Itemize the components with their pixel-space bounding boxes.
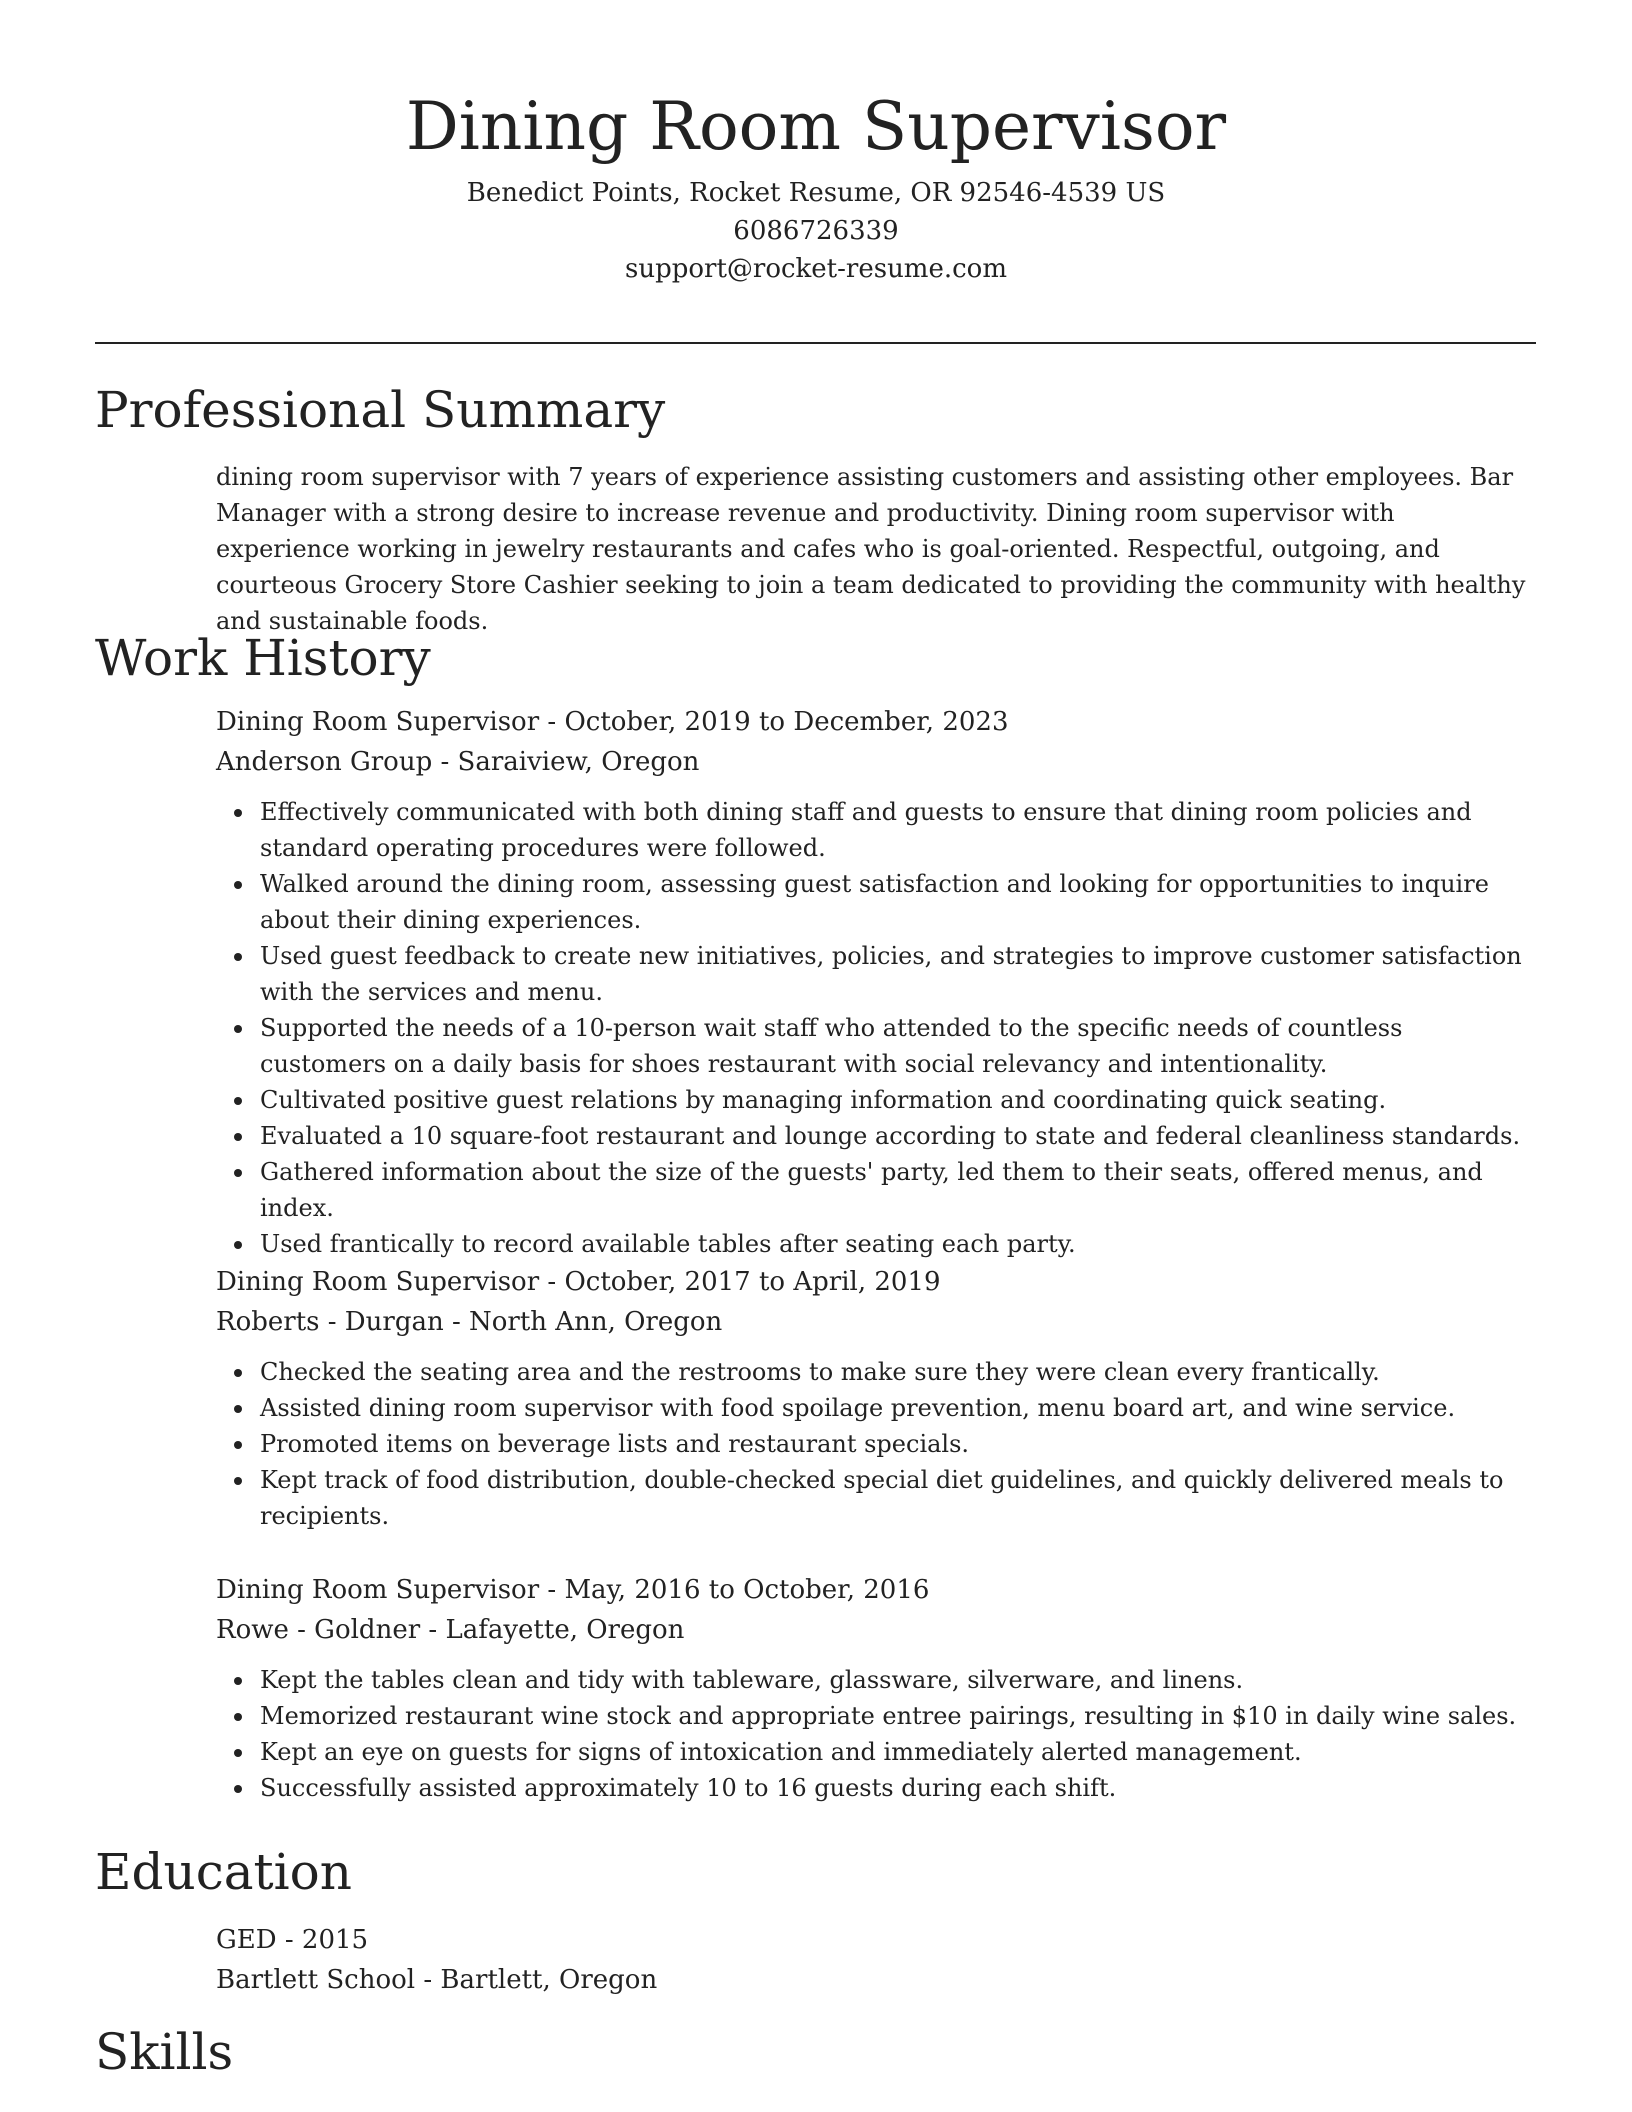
job-entry xyxy=(216,1262,1536,1534)
job-entry xyxy=(216,1570,1536,1806)
job-bullets xyxy=(216,794,1536,1262)
job-role: Dining Room Supervisor xyxy=(216,707,540,737)
list-item: Supported the needs of a 10-person wait staff who attended to the specific needs of countless customers on a daily basis for shoes restaurant with social relevancy and intentionality. xyxy=(260,1010,1536,1082)
list-item: Cultivated positive guest relations by managing information and coordinating quick seating. xyxy=(260,1082,1536,1118)
list-item: Kept track of food distribution, double-checked special diet guidelines, and quickly delivered meals to recipients. xyxy=(260,1462,1536,1534)
list-item: Used guest feedback to create new initiatives, policies, and strategies to improve customer satisfaction with the services and menu. xyxy=(260,938,1536,1010)
section-title-skills: Skills xyxy=(95,2023,234,2081)
section-title-summary: Professional Summary xyxy=(95,381,666,439)
education-year: - 2015 xyxy=(276,1925,369,1955)
job-dates: - May, 2016 to October, 2016 xyxy=(539,1575,930,1605)
phone: 6086726339 xyxy=(733,216,899,246)
job-bullets xyxy=(216,1354,1536,1534)
job-company-line xyxy=(216,1610,1536,1650)
job-location: - North Ann, Oregon xyxy=(443,1307,723,1337)
job-title-line xyxy=(216,1570,1536,1610)
job-dates: - October, 2019 to December, 2023 xyxy=(539,707,1009,737)
list-item: Promoted items on beverage lists and restaurant specials. xyxy=(260,1426,1536,1462)
list-item: Successfully assisted approximately 10 to 16 guests during each shift. xyxy=(260,1770,1536,1806)
list-item: Kept the tables clean and tidy with tableware, glassware, silverware, and linens. xyxy=(260,1662,1536,1698)
job-entry xyxy=(216,702,1536,1262)
candidate-title: Dining Room Supervisor xyxy=(405,88,1227,165)
list-item: Kept an eye on guests for signs of intoxication and immediately alerted management. xyxy=(260,1734,1536,1770)
list-item: Memorized restaurant wine stock and appropriate entree pairings, resulting in $10 in daily wine sales. xyxy=(260,1698,1536,1734)
education-degree: GED xyxy=(216,1925,277,1955)
list-item: Evaluated a 10 square-foot restaurant and lounge according to state and federal cleanliness standards. xyxy=(260,1118,1536,1154)
job-company-line xyxy=(216,1302,1536,1342)
job-role: Dining Room Supervisor xyxy=(216,1267,540,1297)
address: Benedict Points, Rocket Resume, OR 92546-4539 US xyxy=(466,178,1166,208)
email: support@rocket-resume.com xyxy=(624,254,1007,284)
summary-section xyxy=(216,459,1536,639)
education-school-line xyxy=(216,1960,1536,2000)
education-degree-line xyxy=(216,1920,1536,1960)
education-section xyxy=(216,1920,1536,2000)
job-location: - Lafayette, Oregon xyxy=(420,1615,685,1645)
job-company: Rowe - Goldner xyxy=(216,1615,421,1645)
job-company-line xyxy=(216,742,1536,782)
job-role: Dining Room Supervisor xyxy=(216,1575,540,1605)
job-dates: - October, 2017 to April, 2019 xyxy=(539,1267,941,1297)
section-title-education: Education xyxy=(95,1843,352,1901)
list-item: Used frantically to record available tables after seating each party. xyxy=(260,1226,1536,1262)
list-item: Checked the seating area and the restrooms to make sure they were clean every frantically. xyxy=(260,1354,1536,1390)
job-location: - Saraiview, Oregon xyxy=(432,747,700,777)
resume-header xyxy=(0,82,1632,288)
header-divider xyxy=(95,342,1536,344)
education-location: - Bartlett, Oregon xyxy=(415,1965,658,1995)
list-item: Effectively communicated with both dining staff and guests to ensure that dining room policies and standard operating procedures were followed. xyxy=(260,794,1536,866)
job-bullets xyxy=(216,1662,1536,1806)
list-item: Walked around the dining room, assessing guest satisfaction and looking for opportunities to inquire about their dining experiences. xyxy=(260,866,1536,938)
job-company: Anderson Group xyxy=(216,747,433,777)
section-title-work-history: Work History xyxy=(95,629,431,687)
job-title-line xyxy=(216,1262,1536,1302)
job-title-line xyxy=(216,702,1536,742)
education-school: Bartlett School xyxy=(216,1965,416,1995)
list-item: Gathered information about the size of the guests' party, led them to their seats, offered menus, and index. xyxy=(260,1154,1536,1226)
job-company: Roberts - Durgan xyxy=(216,1307,444,1337)
list-item: Assisted dining room supervisor with food spoilage prevention, menu board art, and wine service. xyxy=(260,1390,1536,1426)
summary-text: dining room supervisor with 7 years of experience assisting customers and assisting other employees. Bar Manager with a strong desire to increase revenue and productivity. Dining room supervisor with experience working in jewelry restaurants and cafes who is goal-oriented. Respectful, outgoing, and courteous Grocery Store Cashier seeking to join a team dedicated to providing the community with healthy and sustainable foods. xyxy=(216,463,1526,635)
